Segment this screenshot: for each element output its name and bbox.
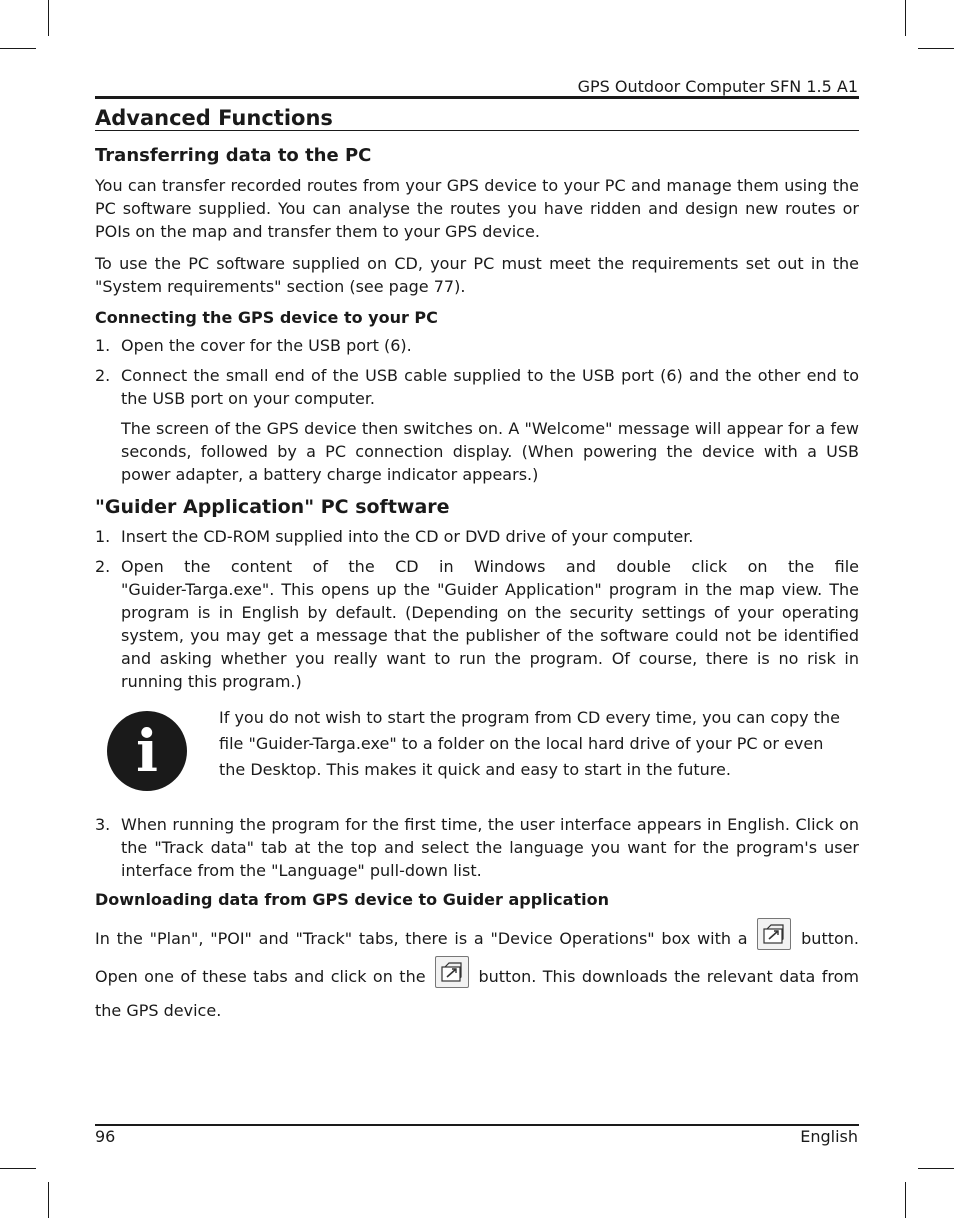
page-number: 96 [95,1127,116,1146]
step-text: "Guider-Targa.exe". This opens up the "Guider Application" program in the map view. The program is in English by default. (Depending on the security settings of your operating system, you may get a message that the publisher of the software could not be identified and asking whether you really want to run the program. Of course, there is no risk in running this program.) [121,580,859,691]
crop-mark [48,1182,49,1218]
list-item [95,813,859,882]
heading-connecting: Connecting the GPS device to your PC [95,308,438,327]
heading-transferring: Transferring data to the PC [95,145,372,166]
info-text: If you do not wish to start the program from CD every time, you can copy the file "Guider-Targa.exe" to a folder on the local hard drive of your PC or even the Desktop. This makes it quick and easy to start in the future. [219,708,840,779]
section-title: Advanced Functions [95,106,333,130]
paragraph: To use the PC software supplied on CD, your PC must meet the requirements set out in the "System requirements" section (see page 77). [95,254,859,296]
crop-mark [905,0,906,36]
footer-rule [95,1124,859,1126]
crop-mark [0,48,36,49]
list-item [95,334,859,357]
step-number: 1. [95,527,111,546]
crop-mark [905,1182,906,1218]
paragraph: You can transfer recorded routes from your GPS device to your PC and manage them using the PC software supplied. You can analyse the routes you have ridden and design new routes or POIs on the map and transfer them to your GPS device. [95,176,859,241]
footer-language: English [800,1127,858,1146]
list-item [95,525,859,548]
info-glyph: i [135,717,159,785]
crop-mark [918,1168,954,1169]
step-text: Connect the small end of the USB cable supplied to the USB port (6) and the other end to the USB port on your computer. [121,366,859,408]
step-number: 2. [95,366,111,385]
device-download-icon [435,956,469,988]
text-part: button. Open one of these tabs and click on the [95,929,859,986]
paragraph-downloading [95,918,859,1028]
info-icon [107,711,187,791]
text-part: In the "Plan", "POI" and "Track" tabs, there is a "Device Operations" box with a [95,929,748,948]
step-text: When running the program for the first time, the user interface appears in English. Click on the "Track data" tab at the top and select the language you want for the program's user interface from the "Language" pull-down list. [121,815,859,880]
step-number: 3. [95,815,111,834]
step-number: 1. [95,336,111,355]
crop-mark [918,48,954,49]
page-content [95,104,859,1037]
step-text-first-line: Open the content of the CD in Windows and double click on the file [121,557,859,576]
guider-steps [95,525,859,693]
crop-mark [0,1168,36,1169]
crop-mark [48,0,49,36]
header-rule [95,96,859,99]
step-note: The screen of the GPS device then switches on. A "Welcome" message will appear for a few seconds, followed by a PC connection display. (When powering the device with a USB power adapter, a battery charge indicator appears.) [121,419,859,484]
heading-guider-software: "Guider Application" PC software [95,496,450,518]
device-download-icon [757,918,791,950]
info-note [95,703,859,801]
step-number: 2. [95,557,111,576]
text-part: button. This downloads the relevant data from the GPS device. [95,967,859,1020]
list-item [95,364,859,486]
step-text: Insert the CD-ROM supplied into the CD or DVD drive of your computer. [121,527,694,546]
running-header: GPS Outdoor Computer SFN 1.5 A1 [577,77,858,96]
heading-downloading: Downloading data from GPS device to Guider application [95,890,609,909]
step-text: Open the cover for the USB port (6). [121,336,412,355]
connecting-steps [95,334,859,486]
guider-steps-continued [95,813,859,882]
list-item [95,555,859,693]
